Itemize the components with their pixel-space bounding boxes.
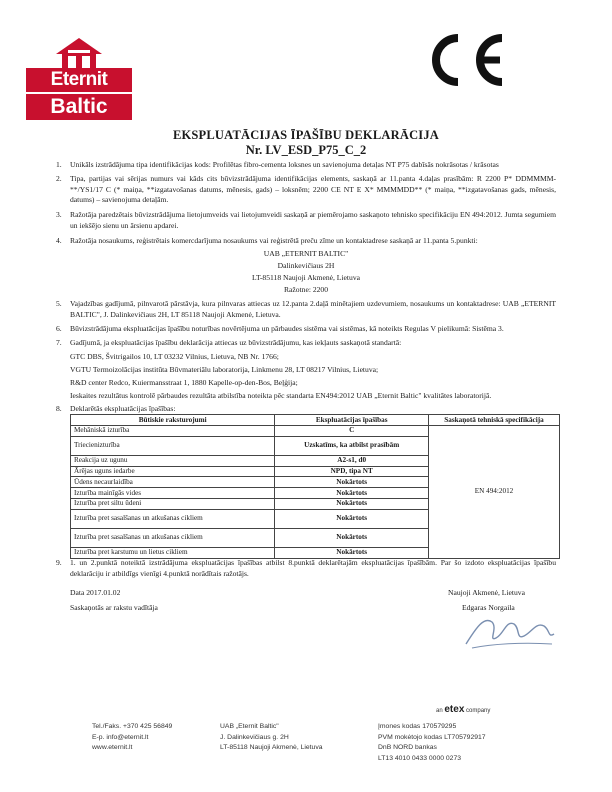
footer-registry	[378, 722, 486, 764]
item-1: 1. Unikāls izstrādājuma tipa identifikācijas kods: Profilētas fibro-cementa loksnes un savienojuma detaļas NT P75 dabīsās nokrāsotas / krāsotas	[56, 160, 499, 169]
characteristics-table	[70, 414, 560, 559]
row-label: Izturība pret karstumu un lietus cikliem	[71, 547, 275, 558]
footer-contact	[92, 722, 172, 754]
footer-company: UAB „Eternit Baltic"	[220, 723, 279, 730]
row-value: Uzskatīms, ka atbilst prasībām	[275, 436, 429, 455]
row-label: Mehāniskā izturība	[71, 426, 275, 437]
manufacturer-plant: Ražotne: 2200	[283, 285, 329, 294]
footer-street: J. Dalinkevičiaus g. 2H	[220, 733, 289, 741]
logo-eternit: Eternit	[26, 68, 132, 92]
manufacturer-city: LT-85118 Naujoji Akmenė, Lietuva	[252, 273, 360, 282]
row-value: A2-s1, d0	[275, 455, 429, 466]
row-label: Triecienizturība	[71, 436, 275, 455]
item-9: 9. 1. un 2.punktā noteiktā izstrādājuma ekspluatācijas īpašības atbilst 8.punktā deklarētajām ekspluatācijas īpašībām. Par šo izdoto ekspluatācijas īpašību deklarāciju ir atbildīgs vienīgi 4.punktā norādītais ražotājs.	[56, 558, 556, 578]
ce-mark-icon	[422, 32, 508, 88]
row-label: Ārējas uguns iedarbe	[71, 466, 275, 477]
row-value: Nokārtots	[275, 547, 429, 558]
item-6: 6. Būvizstrādājuma ekspluatācijas īpašību noturības novērtējuma un pārbaudes sistēma vai sistēmas, kā noteikts Regulas V pielikumā: Sistēma 3.	[56, 324, 504, 333]
row-label: Izturība pret sasalšanas un atkušanas cikliem	[71, 528, 275, 547]
eternit-baltic-logo	[26, 38, 132, 122]
item-5: 5. Vajadzības gadījumā, pilnvarotā pārstāvja, kura pilnvaras attiecas uz 12.panta 2.daļā minētajiem uzdevumiem, nosaukums un kontaktadrese: UAB „ETERNIT BALTIC", J. Dalinkevičiaus 2H, LT 85118 Naujoji Akmenė, Lietuva.	[56, 299, 556, 319]
row-label: Izturība pret siltu ūdeni	[71, 498, 275, 509]
row-value: Nokārtots	[275, 528, 429, 547]
lab-2: VGTU Termoizolācijas institūta Būvmateriālu laboratorija, Linkmenu 28, LT 08217 Vilnius, Lietuva;	[70, 365, 379, 374]
issue-date: Data 2017.01.02	[70, 588, 121, 597]
header-specification: Saskaņotā tehniskā specifikācija	[429, 415, 560, 426]
standard-cell: EN 494:2012	[429, 426, 560, 559]
row-label: Izturība mainīgās vides	[71, 488, 275, 499]
etex-company-tag: an etex company	[436, 704, 491, 715]
document-number: Nr. LV_ESD_P75_C_2	[245, 143, 367, 157]
signature-image	[462, 608, 558, 654]
footer-phone: Tel./Faks. +370 425 56849	[92, 723, 173, 730]
item-8: 8. Deklarētās ekspluatācijas īpašības:	[56, 404, 176, 413]
lab-1: GTC DBS, Švitrigailos 10, LT 03232 Vilnius, Lietuva, NB Nr. 1766;	[70, 352, 279, 361]
signer-name: Edgaras Norgaila	[462, 603, 515, 612]
footer-web: www.eternit.lt	[92, 744, 133, 751]
lab-4: Ieskaites rezultātus kontrolē pārbaudes rezultāta atbilstība noteikta pēc standarta EN494:2012 UAB „Eternit Baltic" kvalitātes laboratorijā.	[70, 391, 492, 400]
header-characteristic: Būtiskie raksturojumi	[71, 415, 275, 426]
footer-reg: Įmones kodas 170579295	[378, 723, 457, 730]
footer-email: E-p. info@eternit.lt	[92, 733, 149, 741]
manufacturer-street: Dalinkevičiaus 2H	[277, 261, 335, 270]
table-row	[71, 426, 560, 437]
logo-baltic: Baltic	[26, 94, 132, 120]
row-label: Reakcija uz ugunu	[71, 455, 275, 466]
row-value: C	[275, 426, 429, 437]
row-value: Nokārtots	[275, 488, 429, 499]
approver-label: Saskaņotās ar rakstu vadītāja	[70, 603, 158, 612]
row-label: Ūdens necaurlaidība	[71, 477, 275, 488]
footer-bank: DnB NORD bankas	[378, 744, 437, 751]
row-value: Nokārtots	[275, 477, 429, 488]
row-label: Izturība pret sasalšanas un atkušanas cikliem	[71, 509, 275, 528]
header-performance: Ekspluatācijas īpašības	[275, 415, 429, 426]
footer-vat: PVM mokėtojo kodas LT705792917	[378, 733, 486, 741]
issue-place: Naujoji Akmenė, Lietuva	[448, 588, 525, 597]
item-4: 4. Ražotāja nosaukums, reģistrētais komercdarījuma nosaukums vai reģistrētā preču zīme un kontaktadrese saskaņā ar 11.panta 5.punkti:	[56, 236, 478, 245]
row-value: Nokārtots	[275, 509, 429, 528]
row-value: Nokārtots	[275, 498, 429, 509]
lab-3: R&D center Redco, Kuiermansstraat 1, 1880 Kapelle-op-den-Bos, Beļģija;	[70, 378, 298, 387]
footer-account: LT13 4010 0433 0000 0273	[378, 754, 462, 762]
item-2: 2. Tipa, partijas vai sērijas numurs vai kāds cits būvizstrādājuma identifikācijas elements, saskaņā ar 11.panta 4.daļas prasībām: R 2200 P* DDMMMM-**/YS1/17 C (* maiņa, **izgatavošanas datums, mēnesis, gads) – loksnēm; 2200 CE NT E X* MMMMDD** (* maiņa, **izgatavošanas gads, mēnesis, datums) – savienojuma detaļām.	[56, 174, 556, 204]
manufacturer-name: UAB „ETERNIT BALTIC"	[263, 249, 349, 258]
item-3: 3. Ražotāja paredzētais būvizstrādājuma lietojumveids vai lietojumveidi saskaņā ar piemērojamo saskaņoto tehnisko specifikāciju EN 494:2012. Jumta segumiem un iekšējo sienu un ārsienu apdarei.	[56, 210, 556, 230]
table-header-row	[71, 415, 560, 426]
document-title: EKSPLUATĀCIJAS ĪPAŠĪBU DEKLARĀCIJA	[172, 128, 440, 142]
etex-brand: etex	[444, 704, 465, 715]
footer-city: LT-85118 Naujoji Akmenė, Lietuva	[220, 744, 323, 751]
footer-address	[220, 722, 323, 754]
item-7: 7. Gadījumā, ja ekspluatācijas īpašību deklarācija attiecas uz būvizstrādājumu, kas iekļauts saskaņotā standartā:	[56, 338, 402, 347]
roof-icon	[56, 38, 102, 70]
row-value: NPD, tipa NT	[275, 466, 429, 477]
